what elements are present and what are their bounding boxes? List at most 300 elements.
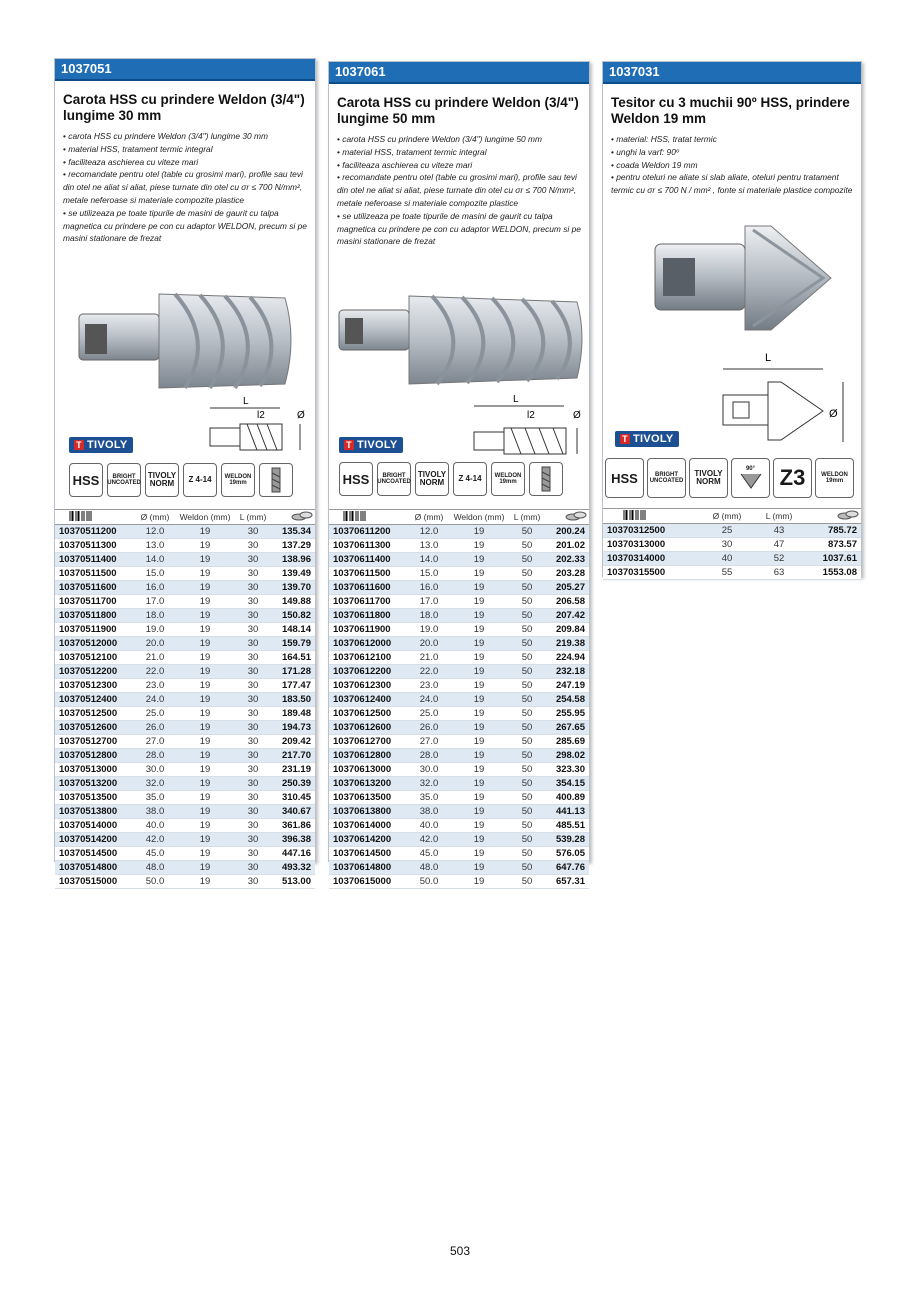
length-value: 50 xyxy=(521,736,533,747)
drill-profile-icon xyxy=(259,463,293,497)
length-value: 63 xyxy=(773,567,785,578)
price-table xyxy=(603,508,861,580)
price-value: 164.51 xyxy=(281,652,311,663)
drill-profile-icon xyxy=(529,462,563,496)
table-row xyxy=(55,679,315,693)
table-row xyxy=(329,791,589,805)
price-value: 139.70 xyxy=(281,582,311,593)
article-code: 10370512700 xyxy=(59,736,118,747)
table-row xyxy=(55,609,315,623)
price-coins-icon xyxy=(545,511,587,523)
diameter-value: 27.0 xyxy=(419,736,439,747)
table-row xyxy=(329,707,589,721)
weldon-value: 19 xyxy=(199,596,211,607)
table-row xyxy=(603,538,861,552)
hss-icon: HSS xyxy=(69,463,103,497)
diameter-value: 19.0 xyxy=(145,624,165,635)
length-value: 30 xyxy=(247,792,259,803)
length-value: 50 xyxy=(521,680,533,691)
article-code: 10370612700 xyxy=(333,736,392,747)
weldon-value: 19 xyxy=(473,736,485,747)
weldon-value: 19 xyxy=(199,652,211,663)
article-code: 10370512000 xyxy=(59,638,118,649)
page-number: 503 xyxy=(449,1244,471,1258)
length-value: 50 xyxy=(521,722,533,733)
length-value: 50 xyxy=(521,554,533,565)
diameter-value: 48.0 xyxy=(419,862,439,873)
price-value: 513.00 xyxy=(281,876,311,887)
weldon-value: 19 xyxy=(473,876,485,887)
tivoly-norm-icon: TIVOLY NORM xyxy=(689,458,728,498)
table-row xyxy=(603,566,861,580)
barcode-icon xyxy=(329,511,409,523)
price-value: 137.29 xyxy=(281,540,311,551)
product-features xyxy=(603,133,861,197)
table-row xyxy=(55,819,315,833)
diameter-value: 23.0 xyxy=(419,680,439,691)
price-value: 231.19 xyxy=(281,764,311,775)
price-value: 254.58 xyxy=(555,694,585,705)
spec-icons xyxy=(339,462,563,496)
diameter-value: 25.0 xyxy=(419,708,439,719)
article-code: 10370613800 xyxy=(333,806,392,817)
teeth-count-icon: Z 4-14 xyxy=(453,462,487,496)
product-card-1037031 xyxy=(602,61,862,577)
article-code: 10370611500 xyxy=(333,568,391,579)
price-value: 189.48 xyxy=(281,708,311,719)
barcode-icon xyxy=(603,510,697,522)
length-value: 30 xyxy=(247,778,259,789)
diameter-value: 35.0 xyxy=(419,792,439,803)
weldon-value: 19 xyxy=(473,596,485,607)
article-code: 10370512800 xyxy=(59,750,118,761)
length-value: 30 xyxy=(247,708,259,719)
price-table xyxy=(329,509,589,889)
weldon-value: 19 xyxy=(199,582,211,593)
diameter-label: Ø xyxy=(573,410,581,421)
feature-item: • material: HSS, tratat termic xyxy=(611,133,853,146)
length-value: 30 xyxy=(247,862,259,873)
spec-icons xyxy=(605,458,854,498)
length-value: 30 xyxy=(247,596,259,607)
product-card-1037051 xyxy=(54,58,316,887)
table-row xyxy=(329,763,589,777)
diameter-value: 12.0 xyxy=(419,526,439,537)
weldon-value: 19 xyxy=(199,848,211,859)
length-value: 50 xyxy=(521,876,533,887)
weldon-value: 19 xyxy=(473,820,485,831)
length-value: 30 xyxy=(247,638,259,649)
table-row xyxy=(329,651,589,665)
table-row xyxy=(603,552,861,566)
price-value: 148.14 xyxy=(281,624,311,635)
article-code: 10370511500 xyxy=(59,568,117,579)
article-code: 10370511600 xyxy=(59,582,117,593)
weldon-value: 19 xyxy=(473,764,485,775)
diameter-label: Ø xyxy=(297,410,305,421)
article-code: 10370515000 xyxy=(59,876,118,887)
table-row xyxy=(55,553,315,567)
article-code: 10370612600 xyxy=(333,722,392,733)
diameter-value: 17.0 xyxy=(419,596,439,607)
weldon-value: 19 xyxy=(199,806,211,817)
dimension-diagram xyxy=(713,347,858,447)
product-features xyxy=(55,130,315,245)
table-row xyxy=(55,539,315,553)
feature-item: • recomandate pentru otel (table cu grosimi mari), profile sau tevi din otel ne aliat si aliat, piese turnate din otel cu σr ≤ 700 N/mm², metale neferoase si materiale compozite plastice xyxy=(63,168,307,206)
price-value: 135.34 xyxy=(281,526,311,537)
bright-uncoated-icon: BRIGHT UNCOATED xyxy=(107,463,141,497)
article-code: 10370612000 xyxy=(333,638,392,649)
diameter-value: 45.0 xyxy=(419,848,439,859)
weldon-value: 19 xyxy=(199,610,211,621)
diameter-value: 55 xyxy=(721,567,733,578)
article-code: 10370611900 xyxy=(333,624,391,635)
article-code: 10370513200 xyxy=(59,778,118,789)
table-row xyxy=(55,749,315,763)
diameter-value: 20.0 xyxy=(419,638,439,649)
article-code: 10370512400 xyxy=(59,694,118,705)
price-value: 657.31 xyxy=(555,876,585,887)
price-coins-icon xyxy=(271,511,313,523)
diameter-value: 30 xyxy=(721,539,733,550)
price-value: 194.73 xyxy=(281,722,311,733)
diameter-value: 24.0 xyxy=(419,694,439,705)
price-value: 200.24 xyxy=(555,526,585,537)
price-value: 209.84 xyxy=(555,624,585,635)
table-row xyxy=(329,637,589,651)
weldon-value: 19 xyxy=(199,540,211,551)
price-value: 138.96 xyxy=(281,554,311,565)
diameter-value: 23.0 xyxy=(145,680,165,691)
weldon-value: 19 xyxy=(473,694,485,705)
length-value: 50 xyxy=(521,848,533,859)
table-row xyxy=(55,693,315,707)
weldon-value: 19 xyxy=(199,680,211,691)
weldon-value: 19 xyxy=(199,526,211,537)
diameter-value: 24.0 xyxy=(145,694,165,705)
diameter-value: 25.0 xyxy=(145,708,165,719)
article-code: 10370512300 xyxy=(59,680,118,691)
weldon-value: 19 xyxy=(473,568,485,579)
table-row xyxy=(55,637,315,651)
price-value: 255.95 xyxy=(555,708,585,719)
diameter-value: 38.0 xyxy=(145,806,165,817)
weldon-shank-icon: WELDON 19mm xyxy=(221,463,255,497)
diameter-value: 50.0 xyxy=(145,876,165,887)
price-value: 247.19 xyxy=(555,680,585,691)
article-code: 10370511800 xyxy=(59,610,117,621)
article-code: 10370512600 xyxy=(59,722,118,733)
diameter-value: 21.0 xyxy=(419,652,439,663)
weldon-value: 19 xyxy=(473,582,485,593)
product-code: 1037051 xyxy=(55,59,315,81)
feature-item: • pentru oteluri ne aliate si slab aliate, oteluri pentru tratament termic cu σr ≤ 700 N / mm² , fonte si materiale plastice compozite xyxy=(611,171,853,197)
weldon-value: 19 xyxy=(199,736,211,747)
length-label: L xyxy=(243,396,249,407)
table-row xyxy=(329,553,589,567)
price-value: 171.28 xyxy=(281,666,311,677)
article-code: 10370511300 xyxy=(59,540,117,551)
article-code: 10370513500 xyxy=(59,792,118,803)
diameter-value: 28.0 xyxy=(419,750,439,761)
length-value: 50 xyxy=(521,750,533,761)
diameter-value: 14.0 xyxy=(145,554,165,565)
price-value: 183.50 xyxy=(281,694,311,705)
length-value: 50 xyxy=(521,610,533,621)
table-row xyxy=(329,735,589,749)
length-value: 50 xyxy=(521,778,533,789)
price-value: 205.27 xyxy=(555,582,585,593)
weldon-value: 19 xyxy=(199,554,211,565)
price-value: 447.16 xyxy=(281,848,311,859)
length-value: 47 xyxy=(773,539,785,550)
diameter-value: 13.0 xyxy=(419,540,439,551)
diameter-value: 17.0 xyxy=(145,596,165,607)
diameter-value: 18.0 xyxy=(419,610,439,621)
table-row xyxy=(55,763,315,777)
table-header: Ø (mm) Weldon (mm) L (mm) xyxy=(329,509,589,525)
article-code: 10370611400 xyxy=(333,554,391,565)
article-code: 10370611200 xyxy=(333,526,391,537)
length-value: 43 xyxy=(773,525,785,536)
price-value: 209.42 xyxy=(281,736,311,747)
weldon-value: 19 xyxy=(199,708,211,719)
countersink-image xyxy=(653,222,843,342)
product-code: 1037061 xyxy=(329,62,589,84)
length-value: 50 xyxy=(521,596,533,607)
weldon-shank-icon: WELDON 19mm xyxy=(491,462,525,496)
price-value: 441.13 xyxy=(555,806,585,817)
article-code: 10370615000 xyxy=(333,876,392,887)
weldon-value: 19 xyxy=(199,834,211,845)
table-row xyxy=(55,525,315,539)
article-code: 10370514500 xyxy=(59,848,118,859)
weldon-value: 19 xyxy=(199,778,211,789)
article-code: 10370511900 xyxy=(59,624,117,635)
diameter-value: 30.0 xyxy=(145,764,165,775)
length-value: 50 xyxy=(521,652,533,663)
length-value: 50 xyxy=(521,526,533,537)
diameter-value: 16.0 xyxy=(145,582,165,593)
product-title: Tesitor cu 3 muchii 90º HSS, prindere Weldon 19 mm xyxy=(611,95,850,126)
length-value: 50 xyxy=(521,666,533,677)
article-code: 10370514000 xyxy=(59,820,118,831)
diameter-value: 42.0 xyxy=(145,834,165,845)
tivoly-norm-icon: TIVOLY NORM xyxy=(145,463,179,497)
price-value: 217.70 xyxy=(281,750,311,761)
weldon-value: 19 xyxy=(199,792,211,803)
diameter-value: 19.0 xyxy=(419,624,439,635)
feature-item: • material HSS, tratament termic integral xyxy=(63,143,307,156)
table-row xyxy=(329,595,589,609)
price-coins-icon xyxy=(801,510,859,522)
table-row xyxy=(329,721,589,735)
price-value: 493.32 xyxy=(281,862,311,873)
feature-item: • carota HSS cu prindere Weldon (3/4") lungime 50 mm xyxy=(337,133,581,146)
article-code: 10370611300 xyxy=(333,540,391,551)
article-code: 10370614000 xyxy=(333,820,392,831)
price-value: 219.38 xyxy=(555,638,585,649)
diameter-value: 18.0 xyxy=(145,610,165,621)
price-value: 873.57 xyxy=(827,539,857,550)
length-value: 30 xyxy=(247,750,259,761)
table-row xyxy=(329,525,589,539)
tivoly-norm-icon: TIVOLY NORM xyxy=(415,462,449,496)
weldon-shank-icon: WELDON 19mm xyxy=(815,458,854,498)
length-value: 52 xyxy=(773,553,785,564)
weldon-value: 19 xyxy=(199,750,211,761)
price-value: 396.38 xyxy=(281,834,311,845)
weldon-value: 19 xyxy=(199,624,211,635)
article-code: 10370514800 xyxy=(59,862,118,873)
price-value: 310.45 xyxy=(281,792,311,803)
weldon-value: 19 xyxy=(473,722,485,733)
price-value: 323.30 xyxy=(555,764,585,775)
article-code: 10370511700 xyxy=(59,596,117,607)
diameter-value: 16.0 xyxy=(419,582,439,593)
length-value: 50 xyxy=(521,624,533,635)
weldon-value: 19 xyxy=(199,862,211,873)
weldon-value: 19 xyxy=(473,778,485,789)
tivoly-logo: T TIVOLY xyxy=(615,431,679,447)
table-row xyxy=(329,567,589,581)
barcode-icon xyxy=(55,511,135,523)
weldon-value: 19 xyxy=(199,666,211,677)
table-row xyxy=(55,861,315,875)
price-value: 150.82 xyxy=(281,610,311,621)
price-value: 207.42 xyxy=(555,610,585,621)
table-row xyxy=(329,581,589,595)
article-code: 10370512200 xyxy=(59,666,118,677)
diameter-value: 40 xyxy=(721,553,733,564)
core-drill-image xyxy=(337,292,587,387)
weldon-value: 19 xyxy=(473,666,485,677)
length-value: 30 xyxy=(247,834,259,845)
article-code: 10370612800 xyxy=(333,750,392,761)
table-row xyxy=(329,693,589,707)
price-value: 298.02 xyxy=(555,750,585,761)
table-row xyxy=(329,819,589,833)
table-row xyxy=(329,861,589,875)
diameter-value: 40.0 xyxy=(145,820,165,831)
table-row xyxy=(55,707,315,721)
tivoly-logo: T TIVOLY xyxy=(339,437,403,453)
table-row xyxy=(329,539,589,553)
feature-item: • recomandate pentru otel (table cu grosimi mari), profile sau tevi din otel ne aliat si aliat, piese turnate din otel cu σr ≤ 700 N/mm², metale neferoase si materiale compozite plastice xyxy=(337,171,581,209)
price-value: 400.89 xyxy=(555,792,585,803)
diameter-value: 45.0 xyxy=(145,848,165,859)
length-value: 50 xyxy=(521,638,533,649)
article-code: 10370612500 xyxy=(333,708,392,719)
diameter-value: 50.0 xyxy=(419,876,439,887)
price-value: 250.39 xyxy=(281,778,311,789)
price-value: 206.58 xyxy=(555,596,585,607)
price-value: 1037.61 xyxy=(822,553,857,564)
table-header: Ø (mm) L (mm) xyxy=(603,508,861,524)
weldon-value: 19 xyxy=(199,876,211,887)
price-value: 201.02 xyxy=(555,540,585,551)
length-value: 30 xyxy=(247,806,259,817)
table-header: Ø (mm) Weldon (mm) L (mm) xyxy=(55,509,315,525)
price-value: 576.05 xyxy=(555,848,585,859)
price-value: 285.69 xyxy=(555,736,585,747)
table-row xyxy=(329,609,589,623)
price-value: 340.67 xyxy=(281,806,311,817)
length-value: 30 xyxy=(247,652,259,663)
diameter-value: 40.0 xyxy=(419,820,439,831)
article-code: 10370614200 xyxy=(333,834,392,845)
article-code: 10370613200 xyxy=(333,778,392,789)
price-value: 203.28 xyxy=(555,568,585,579)
price-value: 267.65 xyxy=(555,722,585,733)
price-value: 149.88 xyxy=(281,596,311,607)
length-value: 30 xyxy=(247,820,259,831)
length-value: 30 xyxy=(247,582,259,593)
table-row xyxy=(329,805,589,819)
length-value: 50 xyxy=(521,806,533,817)
dimension-diagram xyxy=(205,394,315,454)
table-row xyxy=(603,524,861,538)
hss-icon: HSS xyxy=(605,458,644,498)
table-row xyxy=(55,721,315,735)
length-value: 50 xyxy=(521,708,533,719)
length-value: 30 xyxy=(247,736,259,747)
weldon-value: 19 xyxy=(199,764,211,775)
length-value: 30 xyxy=(247,876,259,887)
article-code: 10370514200 xyxy=(59,834,118,845)
length-value: 50 xyxy=(521,792,533,803)
article-code: 10370314000 xyxy=(607,553,666,564)
weldon-value: 19 xyxy=(473,652,485,663)
weldon-value: 19 xyxy=(473,540,485,551)
table-row xyxy=(55,623,315,637)
table-row xyxy=(329,665,589,679)
price-value: 177.47 xyxy=(281,680,311,691)
weldon-value: 19 xyxy=(473,792,485,803)
table-row xyxy=(55,651,315,665)
table-row xyxy=(55,581,315,595)
article-code: 10370613500 xyxy=(333,792,392,803)
length-value: 50 xyxy=(521,820,533,831)
table-row xyxy=(55,791,315,805)
diameter-value: 20.0 xyxy=(145,638,165,649)
hss-icon: HSS xyxy=(339,462,373,496)
diameter-value: 25 xyxy=(721,525,733,536)
diameter-value: 15.0 xyxy=(419,568,439,579)
table-row xyxy=(329,679,589,693)
article-code: 10370513000 xyxy=(59,764,118,775)
length-value: 30 xyxy=(247,848,259,859)
diameter-value: 32.0 xyxy=(145,778,165,789)
weldon-value: 19 xyxy=(199,820,211,831)
length-value: 30 xyxy=(247,694,259,705)
weldon-value: 19 xyxy=(473,638,485,649)
diameter-value: 26.0 xyxy=(145,722,165,733)
table-row xyxy=(55,875,315,889)
article-code: 10370612200 xyxy=(333,666,392,677)
price-value: 354.15 xyxy=(555,778,585,789)
diameter-value: 12.0 xyxy=(145,526,165,537)
product-title: Carota HSS cu prindere Weldon (3/4") lungime 30 mm xyxy=(63,92,305,123)
length-value: 30 xyxy=(247,610,259,621)
l2-label: l2 xyxy=(527,410,535,421)
length-value: 30 xyxy=(247,568,259,579)
length-value: 30 xyxy=(247,554,259,565)
price-value: 1553.08 xyxy=(822,567,857,578)
length-value: 30 xyxy=(247,540,259,551)
weldon-value: 19 xyxy=(473,526,485,537)
